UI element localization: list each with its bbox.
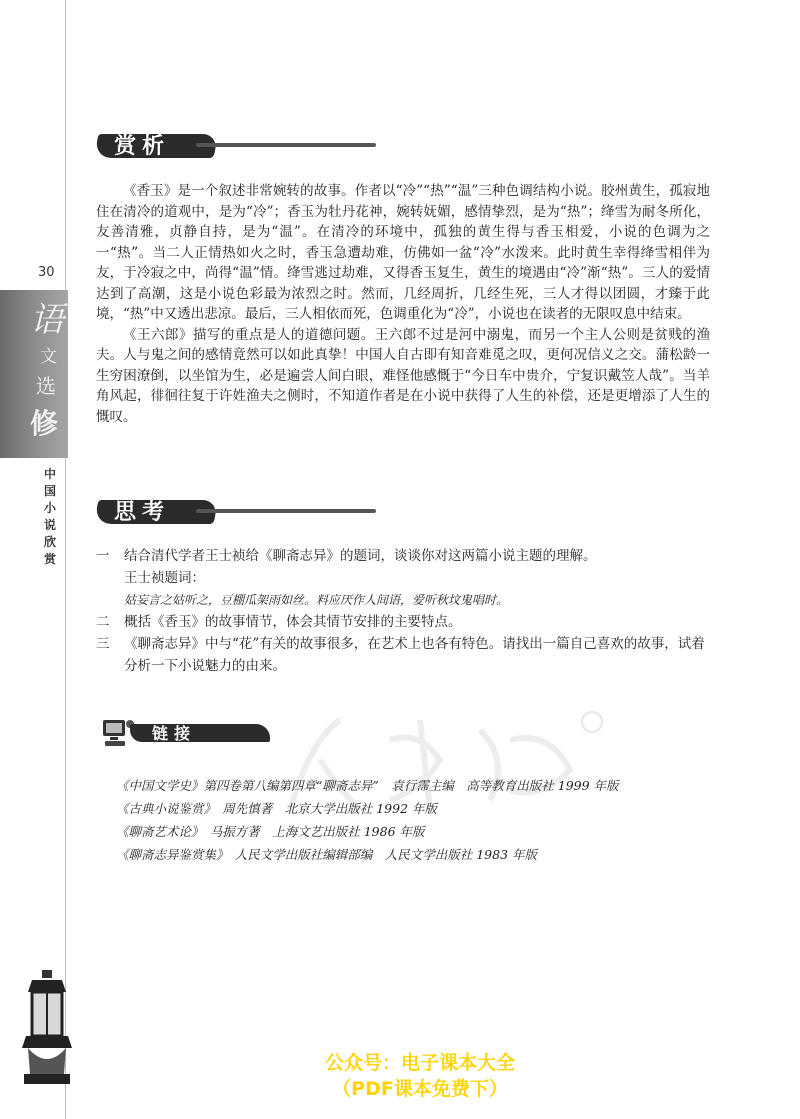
question-number: 三 [96, 636, 110, 652]
question-item [96, 611, 710, 633]
side-tab [0, 290, 68, 458]
side-tab-char: 选 [36, 374, 56, 398]
brush-stroke [196, 143, 376, 147]
section-title: 赏析 [114, 133, 171, 159]
footer-line: 公众号：电子课本大全 [324, 1052, 515, 1074]
side-tab-char: 语 [30, 300, 64, 340]
reference-item: 《中国文学史》第四卷第八编第四章“聊斋志异” 袁行霈主编 高等教育出版社 1999 年版 [116, 778, 619, 793]
links-heading [100, 710, 280, 754]
question-item [96, 633, 710, 677]
reference-item: 《古典小说鉴赏》 周先慎著 北京大学出版社 1992 年版 [116, 801, 438, 816]
question-number: 二 [96, 614, 110, 630]
question-list [96, 545, 710, 677]
side-tab-char: 修 [30, 407, 59, 440]
paragraph: 《王六郎》描写的重点是人的道德问题。王六郎不过是河中溺鬼，而另一个主人公则是贫贱的渔夫。人与鬼之间的感情竟然可以如此真挚！中国人自古即有知音难觅之叹，更何况信义之交。蒲松龄一生穷困潦倒，以坐馆为生，必是遍尝人间白眼，难怪他感慨于“今日车中贵介，宁复识戴笠人哉”。当羊角风起，徘徊往复于许姓渔夫之侧时，不知道作者是在小说中获得了人生的补偿，还是更增添了人生的慨叹。 [96, 326, 710, 425]
reference-list [116, 774, 619, 866]
inscription-label: 王士祯题词： [124, 570, 205, 586]
side-tab-subtitle: 中国小说欣赏 [44, 467, 57, 566]
brush-banner [130, 724, 270, 742]
section-title: 思考 [114, 499, 171, 525]
reference-item: 《聊斋志异鉴赏集》 人民文学出版社编辑部编 人民文学出版社 1983 年版 [116, 847, 538, 862]
margin-divider [65, 0, 66, 1119]
oil-lamp-icon [18, 970, 76, 1088]
question-text: 概括《香玉》的故事情节，体会其情节安排的主要特点。 [124, 614, 462, 630]
brush-stroke [196, 509, 376, 513]
question-text: 《聊斋志异》中与“花”有关的故事很多，在艺术上也各有特色。请找出一篇自己喜欢的故事，试着分析一下小说魅力的由来。 [124, 636, 705, 674]
appreciation-body [96, 181, 710, 427]
reference-item: 《聊斋艺术论》 马振方著 上海文艺出版社 1986 年版 [116, 824, 425, 839]
appreciation-heading [96, 126, 386, 166]
inscription-poem: 姑妄言之姑听之，豆棚瓜架雨如丝。料应厌作人间语，爱听秋坟鬼唱时。 [124, 593, 509, 607]
thinking-heading [96, 492, 386, 532]
question-item [96, 545, 710, 567]
section-title: 链接 [152, 724, 197, 743]
paragraph: 《香玉》是一个叙述非常婉转的故事。作者以“冷”“热”“温”三种色调结构小说。胶州黄生，孤寂地住在清冷的道观中，是为“冷”；香玉为牡丹花神，婉转妩媚，感情挚烈，是为“热”；绛雪为耐冬所化，友善清雅，贞静自持，是为“温”。在清冷的环境中，孤独的黄生得与香玉相爱，小说的色调为之一“热”。当二人正情热如火之时，香玉急遭劫难，仿佛如一盆“冷”水泼来。此时黄生幸得绛雪相伴为友，于冷寂之中，尚得“温”情。绛雪逃过劫难，又得香玉复生，黄生的境遇由“冷”渐“热”。三人的爱情达到了高潮，这是小说色彩最为浓烈之时。然而，几经周折，几经生死，三人才得以团圆，才臻于此境，“热”中又透出悲凉。最后，三人相依而死，色调重化为“冷”，小说也在读者的无限叹息中结束。 [96, 183, 710, 322]
page-number: 30 [38, 265, 55, 280]
question-text: 结合清代学者王士祯给《聊斋志异》的题词，谈谈你对这两篇小说主题的理解。 [124, 548, 597, 564]
question-number: 一 [96, 548, 110, 564]
footer-promo [290, 1050, 550, 1102]
footer-line: （PDF课本免费下） [332, 1078, 508, 1100]
side-tab-char: 文 [40, 347, 57, 367]
